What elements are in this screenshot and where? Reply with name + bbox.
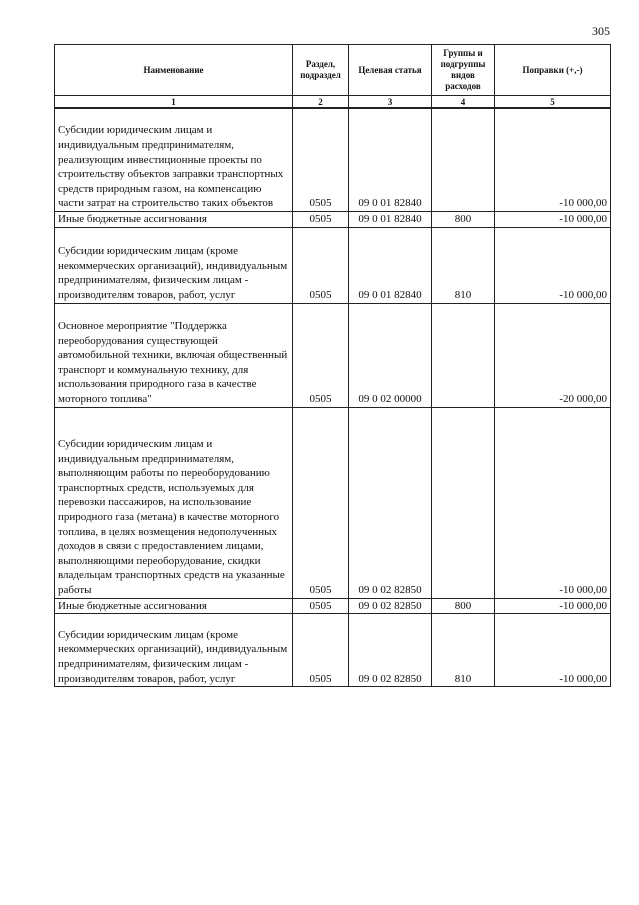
row-target: 09 0 02 82850 <box>349 614 432 687</box>
header-row <box>55 45 611 96</box>
table-row <box>55 227 611 303</box>
row-name: Субсидии юридическим лицам и индивидуальным предпринимателям, реализующим инвестиционные проекты по строительству объектов заправки транспортных средств природным газом, на компенсацию части затрат на строительство таких объектов <box>55 108 293 212</box>
row-amount: -10 000,00 <box>495 227 611 303</box>
row-section: 0505 <box>293 212 349 228</box>
row-group: 800 <box>432 598 495 614</box>
header-target: Целевая статья <box>349 45 432 96</box>
row-name: Субсидии юридическим лицам и индивидуальным предпринимателям, выполняющим работы по переоборудованию транспортных средств, используемых для перевозки пассажиров, на использование природного газа (метана) в качестве моторного топлива, в целях возмещения недополученных доходов в связи с предоставлением лицами, выполняющими переоборудование, скидки владельцам транспортных средств на указанные работы <box>55 407 293 598</box>
row-name: Субсидии юридическим лицам (кроме некоммерческих организаций), индивидуальным предпринимателям, физическим лицам - производителям товаров, работ, услуг <box>55 227 293 303</box>
column-number: 1 <box>55 96 293 109</box>
column-number: 5 <box>495 96 611 109</box>
row-section: 0505 <box>293 614 349 687</box>
row-section: 0505 <box>293 598 349 614</box>
header-amount: Поправки (+,-) <box>495 45 611 96</box>
row-section: 0505 <box>293 227 349 303</box>
row-amount: -10 000,00 <box>495 407 611 598</box>
row-section: 0505 <box>293 303 349 407</box>
header-section: Раздел, подраздел <box>293 45 349 96</box>
row-amount: -10 000,00 <box>495 108 611 212</box>
table-row <box>55 108 611 212</box>
table-row <box>55 212 611 228</box>
row-group <box>432 407 495 598</box>
row-section: 0505 <box>293 407 349 598</box>
header-group: Группы и подгруппы видов расходов <box>432 45 495 96</box>
column-number: 4 <box>432 96 495 109</box>
column-number-row <box>55 96 611 109</box>
row-name: Основное мероприятие "Поддержка переоборудования существующей автомобильной техники, включая общественный транспорт и коммунальную технику, для использования природного газа в качестве моторного топлива" <box>55 303 293 407</box>
row-name: Иные бюджетные ассигнования <box>55 212 293 228</box>
table-row <box>55 614 611 687</box>
column-number: 3 <box>349 96 432 109</box>
budget-table <box>54 44 611 687</box>
row-section: 0505 <box>293 108 349 212</box>
column-number: 2 <box>293 96 349 109</box>
page-number: 305 <box>592 24 610 38</box>
row-name: Иные бюджетные ассигнования <box>55 598 293 614</box>
row-group <box>432 108 495 212</box>
row-amount: -10 000,00 <box>495 598 611 614</box>
row-target: 09 0 01 82840 <box>349 212 432 228</box>
row-group <box>432 303 495 407</box>
table-row <box>55 303 611 407</box>
row-group: 810 <box>432 614 495 687</box>
table-row <box>55 598 611 614</box>
row-group: 810 <box>432 227 495 303</box>
row-amount: -20 000,00 <box>495 303 611 407</box>
row-group: 800 <box>432 212 495 228</box>
row-target: 09 0 02 00000 <box>349 303 432 407</box>
row-target: 09 0 01 82840 <box>349 227 432 303</box>
table-row <box>55 407 611 598</box>
row-target: 09 0 01 82840 <box>349 108 432 212</box>
row-amount: -10 000,00 <box>495 614 611 687</box>
row-target: 09 0 02 82850 <box>349 598 432 614</box>
row-name: Субсидии юридическим лицам (кроме некоммерческих организаций), индивидуальным предпринимателям, физическим лицам - производителям товаров, работ, услуг <box>55 614 293 687</box>
header-name: Наименование <box>55 45 293 96</box>
row-amount: -10 000,00 <box>495 212 611 228</box>
row-target: 09 0 02 82850 <box>349 407 432 598</box>
